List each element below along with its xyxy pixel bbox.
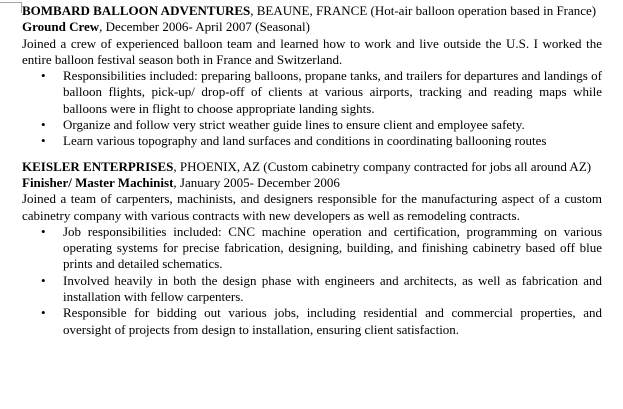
bullet-item <box>22 117 602 133</box>
role-line <box>22 175 602 191</box>
bullet-icon: • <box>41 117 46 133</box>
bullet-icon: • <box>41 68 46 84</box>
bullet-item <box>22 273 602 306</box>
table-border-horizontal-line <box>0 2 22 3</box>
summary-paragraph: Joined a crew of experienced balloon team and learned how to work and live outside the U.S. I worked the entire balloon festival season both in France and Switzerland. <box>22 35 602 67</box>
company-details: , BEAUNE, FRANCE (Hot-air balloon operation based in France) <box>250 3 597 18</box>
bullet-icon: • <box>41 223 46 239</box>
table-border-fragment <box>0 0 24 14</box>
bullet-text: Responsible for bidding out various jobs, including residential and commercial properties, and oversight of projects from design to installation, ensuring client satisfaction. <box>63 305 602 337</box>
experience-section-bombard <box>22 3 602 150</box>
company-line <box>22 159 602 175</box>
bullet-text: Responsibilities included: preparing balloons, propane tanks, and trailers for departures and landings of balloon flights, pick-up/ drop-off of clients at various airports, tracking and reading maps while balloons were in flight to choose appropriate landing sights. <box>63 68 602 116</box>
bullet-icon: • <box>41 133 46 149</box>
bullet-item <box>22 133 602 149</box>
bullet-item <box>22 68 602 117</box>
bullet-list <box>22 68 602 149</box>
bullet-text: Learn various topography and land surfaces and conditions in coordinating ballooning routes <box>63 133 547 149</box>
bullet-text: Job responsibilities included: CNC machine operation and certification, programming on various operating systems for precise fabrication, designing, building, and finishing cabinetry based off blue prints and detailed schematics. <box>63 223 602 272</box>
bullet-list <box>22 224 602 338</box>
role-line <box>22 19 602 35</box>
role-title: Ground Crew <box>22 19 100 35</box>
company-name: KEISLER ENTERPRISES <box>22 158 174 174</box>
bullet-icon: • <box>41 305 46 321</box>
role-dates: , December 2006- April 2007 (Seasonal) <box>99 19 311 35</box>
role-dates: , January 2005- December 2006 <box>173 174 340 190</box>
role-title: Finisher/ Master Machinist <box>22 174 174 190</box>
bullet-icon: • <box>41 272 46 288</box>
summary-paragraph: Joined a team of carpenters, machinists, and designers responsible for the manufacturing aspect of a custom cabinetry company with various contracts with new developers as well as remodeling contracts. <box>22 191 602 223</box>
company-line <box>22 3 602 19</box>
bullet-item <box>22 305 602 338</box>
experience-section-keisler <box>22 159 602 338</box>
company-details: , PHOENIX, AZ (Custom cabinetry company contracted for jobs all around AZ) <box>173 158 592 174</box>
bullet-item <box>22 224 602 273</box>
bullet-text: Involved heavily in both the design phase with engineers and architects, as well as fabrication and installation with fellow carpenters. <box>63 272 602 305</box>
bullet-text: Organize and follow very strict weather guide lines to ensure client and employee safety. <box>63 117 525 133</box>
table-border-vertical-line <box>21 2 22 13</box>
company-name: BOMBARD BALLOON ADVENTURES <box>22 3 251 18</box>
